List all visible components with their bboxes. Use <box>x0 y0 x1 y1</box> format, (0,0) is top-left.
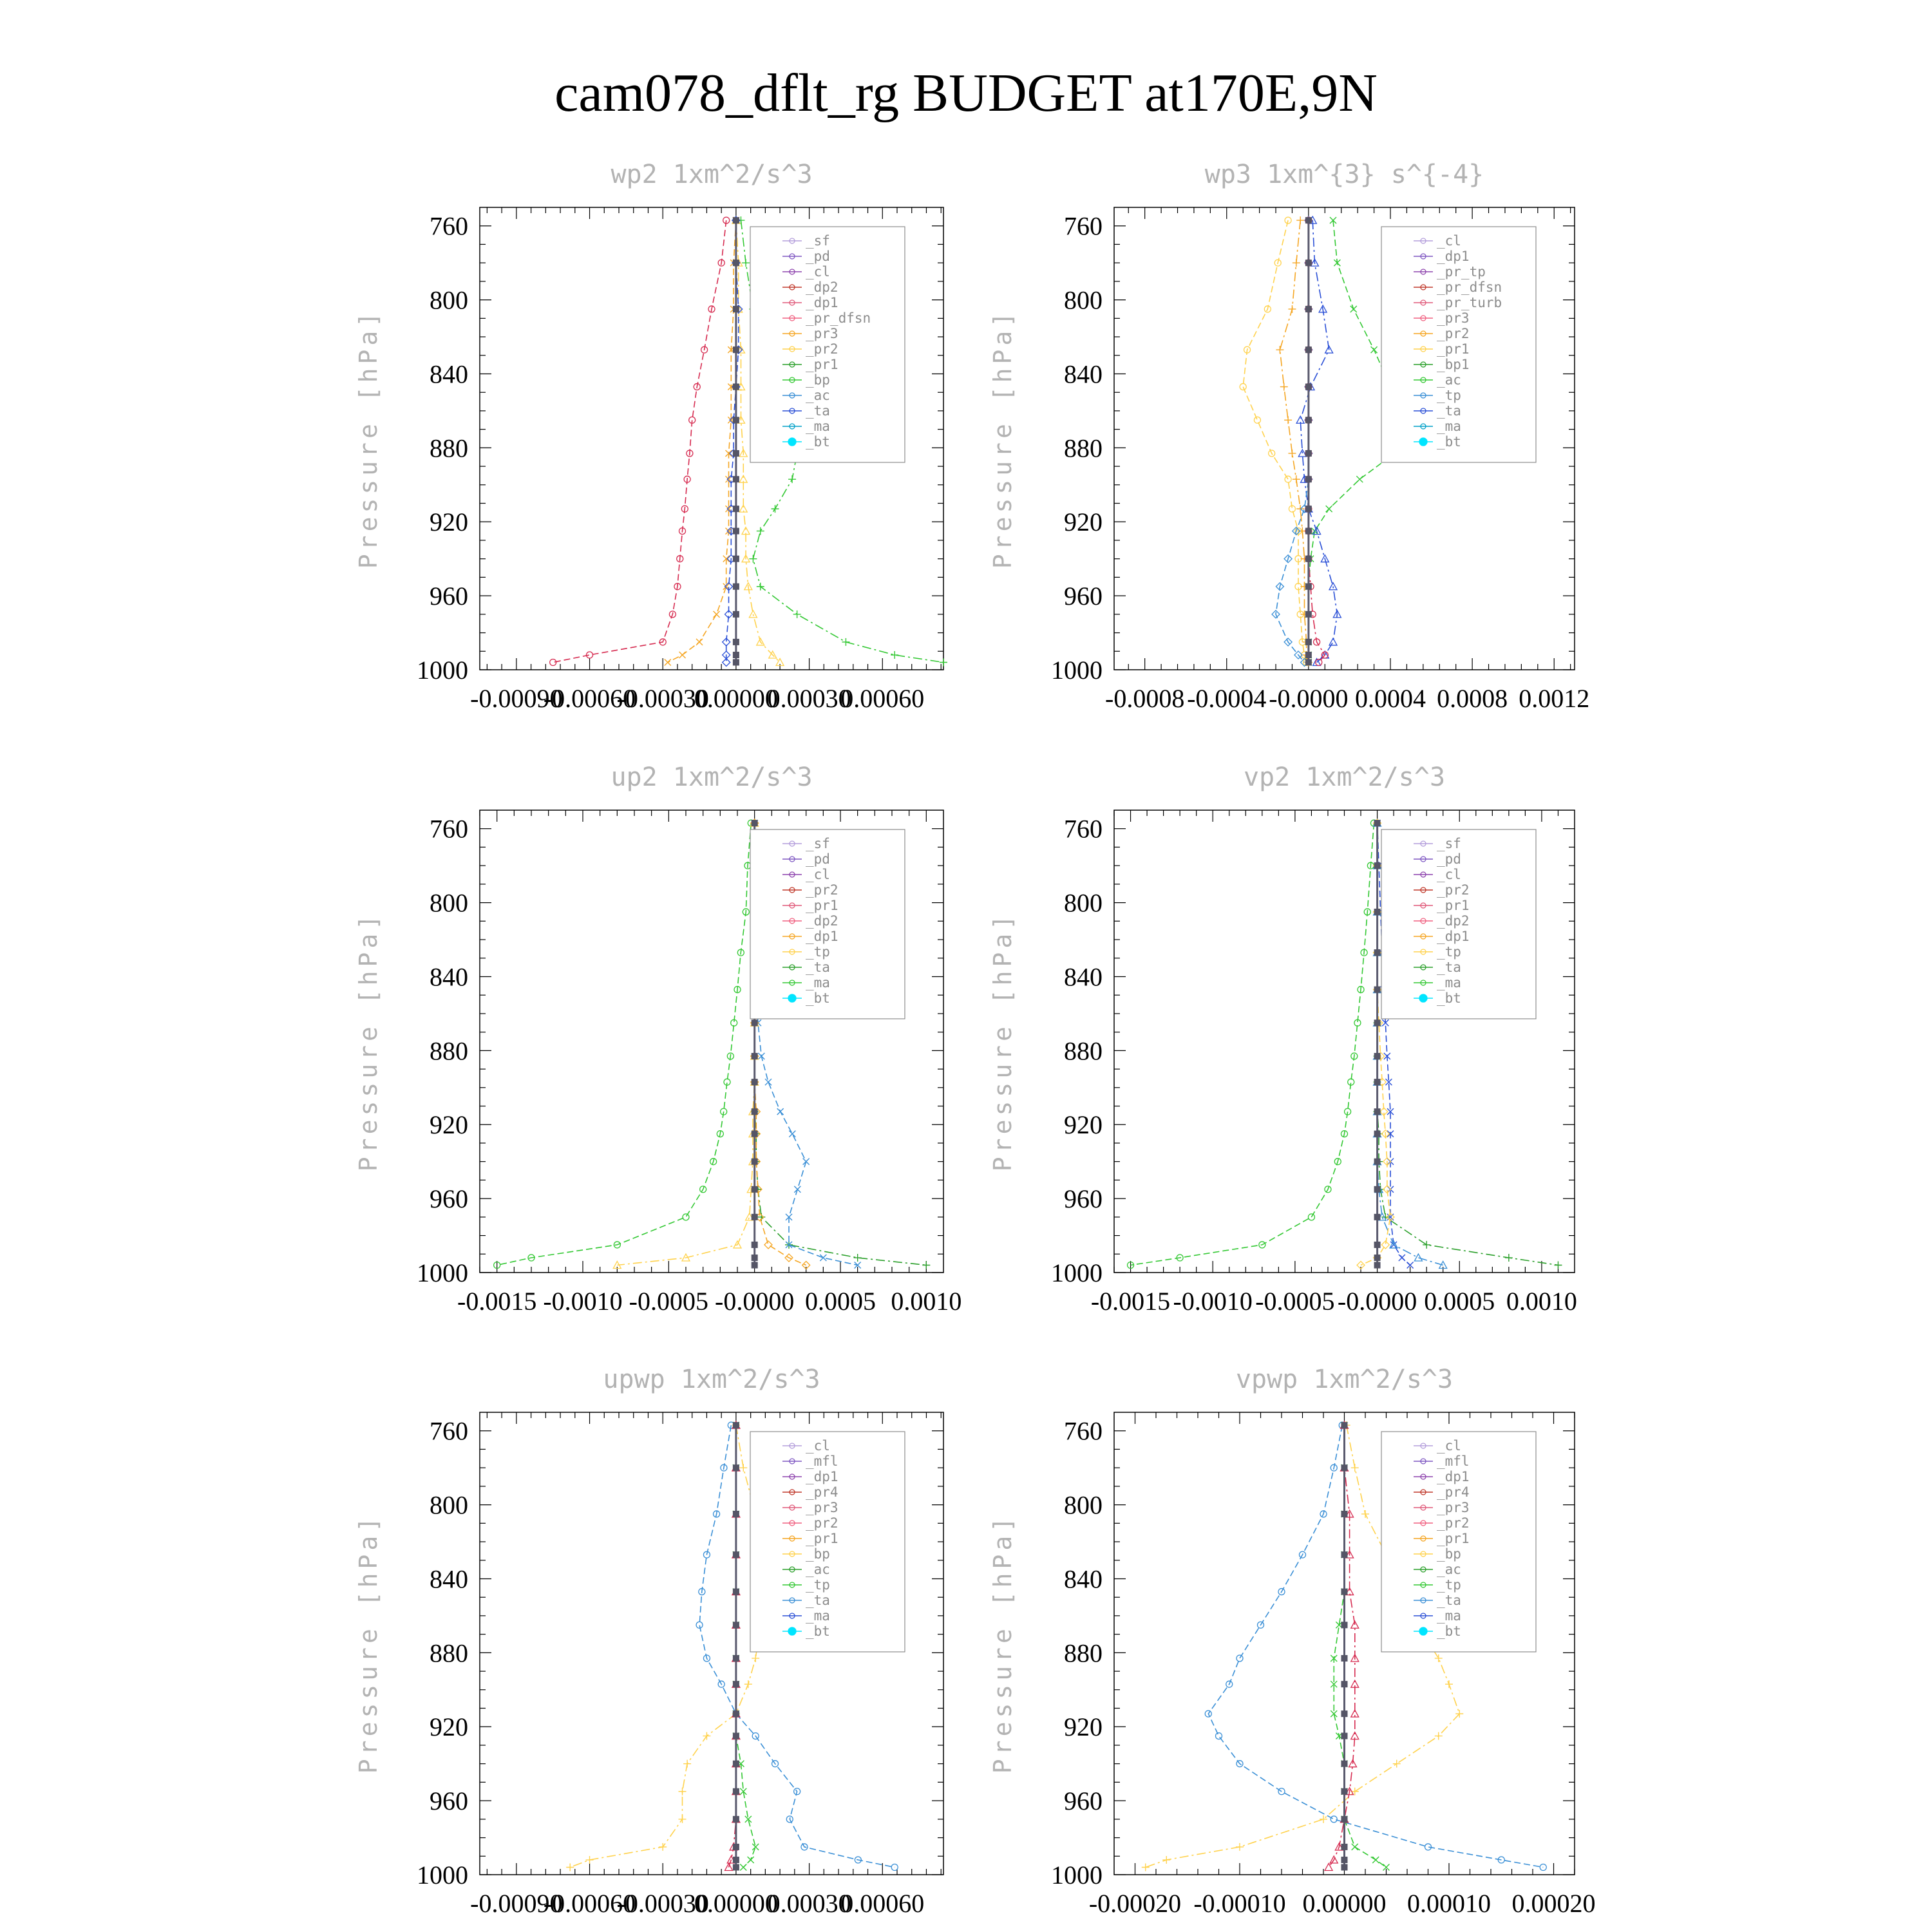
legend-label: _pr_dfsn <box>1437 279 1502 295</box>
x-tick-label: -0.0005 <box>629 1287 708 1316</box>
y-tick-label: 760 <box>1064 814 1103 844</box>
data-point <box>1341 1816 1348 1823</box>
x-tick-label: -0.0008 <box>1105 684 1185 713</box>
legend-label: _bp1 <box>1437 357 1470 372</box>
y-axis-label: Pressure [hPa] <box>989 911 1017 1172</box>
data-point <box>752 1159 758 1165</box>
data-point <box>733 1681 739 1687</box>
data-point <box>752 1019 758 1026</box>
legend <box>1381 1432 1536 1652</box>
data-point <box>733 528 739 535</box>
y-tick-label: 840 <box>1064 962 1103 992</box>
y-tick-label: 800 <box>430 1490 468 1520</box>
x-tick-label: -0.00060 <box>543 1889 636 1918</box>
data-point <box>1341 1551 1348 1558</box>
data-point <box>752 1186 758 1193</box>
y-tick-label: 760 <box>430 1416 468 1446</box>
x-tick-label: -0.00020 <box>1088 1889 1182 1918</box>
data-point <box>733 384 739 390</box>
legend-label: _tp <box>806 944 830 960</box>
legend-label: _cl <box>1437 1438 1461 1454</box>
data-point <box>733 1422 739 1428</box>
data-point <box>752 1242 758 1248</box>
data-point <box>1341 1589 1348 1595</box>
y-tick-label: 760 <box>430 814 468 844</box>
y-tick-label: 800 <box>1064 888 1103 918</box>
data-point <box>733 1788 739 1795</box>
legend-label: _ta <box>806 403 830 419</box>
data-point <box>733 476 739 482</box>
data-point <box>1374 909 1381 915</box>
data-point <box>752 1108 758 1115</box>
y-tick-label: 1000 <box>417 656 468 685</box>
x-tick-label: 0.00060 <box>840 1889 925 1918</box>
legend-label: _dp1 <box>806 929 838 944</box>
data-point <box>1341 1655 1348 1662</box>
data-point <box>733 611 739 618</box>
legend-label: _cl <box>1437 233 1461 249</box>
y-tick-label: 1000 <box>1051 656 1103 685</box>
legend-label: _bp <box>1437 1546 1461 1562</box>
data-point <box>733 583 739 590</box>
y-axis-label: Pressure [hPa] <box>989 308 1017 569</box>
data-point <box>1374 1242 1381 1248</box>
legend-label: _pr_turb <box>1437 295 1502 310</box>
legend-marker <box>1419 994 1427 1002</box>
data-point <box>1341 1788 1348 1795</box>
data-point <box>733 306 739 312</box>
legend-label: _ma <box>806 1608 830 1624</box>
data-point <box>1305 659 1312 666</box>
x-tick-label: 0.00030 <box>767 1889 851 1918</box>
data-point <box>752 1079 758 1085</box>
x-tick-label: -0.00010 <box>1193 1889 1286 1918</box>
data-point <box>733 1864 739 1871</box>
legend-label: _dp1 <box>1437 1469 1470 1484</box>
x-tick-label: -0.0004 <box>1187 684 1267 713</box>
data-point <box>733 1551 739 1558</box>
legend-label: _bt <box>806 990 830 1006</box>
data-point <box>1305 260 1312 266</box>
legend <box>1381 829 1536 1019</box>
x-tick-label: 0.0005 <box>1424 1287 1495 1316</box>
y-tick-label: 880 <box>430 1638 468 1668</box>
y-tick-label: 760 <box>1064 1416 1103 1446</box>
data-point <box>733 652 739 658</box>
data-point <box>752 820 758 826</box>
legend-label: _tp <box>806 1577 830 1593</box>
y-tick-label: 960 <box>1064 582 1103 611</box>
legend-label: _pd <box>806 851 830 867</box>
y-axis-label: Pressure [hPa] <box>354 1513 383 1774</box>
y-tick-label: 880 <box>430 1036 468 1066</box>
legend-marker <box>1419 438 1427 446</box>
x-tick-label: -0.00090 <box>470 684 563 713</box>
data-point <box>733 217 739 223</box>
y-tick-label: 840 <box>1064 1564 1103 1594</box>
y-tick-label: 760 <box>430 211 468 241</box>
legend-label: _ma <box>806 975 830 990</box>
legend-label: _tp <box>1437 388 1461 403</box>
legend-label: _pr_tp <box>1437 264 1486 279</box>
data-point <box>733 1710 739 1717</box>
data-point <box>1374 1214 1381 1220</box>
legend-label: _cl <box>806 867 830 882</box>
data-point <box>752 1214 758 1220</box>
legend-label: _ac <box>806 388 830 403</box>
data-point <box>1374 1108 1381 1115</box>
legend-label: _pr3 <box>806 1500 838 1515</box>
legend-label: _dp1 <box>806 295 838 310</box>
y-tick-label: 840 <box>1064 359 1103 389</box>
data-point <box>1305 583 1312 590</box>
data-point <box>1341 1857 1348 1863</box>
y-tick-label: 1000 <box>417 1258 468 1287</box>
legend-label: _ac <box>1437 372 1461 388</box>
data-point <box>1305 384 1312 390</box>
y-tick-label: 920 <box>1064 507 1103 537</box>
legend-label: _ta <box>1437 403 1461 419</box>
y-tick-label: 840 <box>430 1564 468 1594</box>
data-point <box>1374 1131 1381 1137</box>
legend-label: _pr1 <box>1437 898 1470 913</box>
legend-label: _pr2 <box>1437 326 1470 341</box>
legend-label: _ta <box>1437 960 1461 975</box>
legend-label: _pr2 <box>1437 882 1470 898</box>
legend-label: _pr1 <box>1437 1531 1470 1546</box>
y-tick-label: 880 <box>1064 1638 1103 1668</box>
y-tick-label: 1000 <box>417 1861 468 1889</box>
y-tick-label: 960 <box>1064 1786 1103 1816</box>
data-point <box>733 639 739 645</box>
data-point <box>1305 652 1312 658</box>
legend-label: _pr_dfsn <box>806 310 871 326</box>
data-point <box>1341 1464 1348 1471</box>
legend <box>750 829 905 1019</box>
data-point <box>1305 306 1312 312</box>
data-point <box>1305 346 1312 353</box>
legend-label: _pr2 <box>806 341 838 357</box>
data-point <box>733 659 739 666</box>
x-tick-label: 0.00060 <box>840 684 925 713</box>
data-point <box>1374 949 1381 956</box>
legend-label: _cl <box>806 264 830 279</box>
data-point <box>733 1655 739 1662</box>
legend-label: _mfl <box>806 1454 838 1469</box>
legend-label: _bt <box>1437 434 1461 450</box>
data-point <box>1305 450 1312 457</box>
y-tick-label: 960 <box>430 582 468 611</box>
legend-label: _bt <box>806 434 830 450</box>
x-tick-label: -0.00030 <box>616 1889 709 1918</box>
data-point <box>1341 1511 1348 1517</box>
legend-label: _cl <box>806 1438 830 1454</box>
y-tick-label: 880 <box>430 433 468 463</box>
legend-label: _ta <box>806 1593 830 1608</box>
x-tick-label: 0.00000 <box>694 1889 778 1918</box>
legend-label: _sf <box>806 233 830 249</box>
legend-marker <box>788 1627 796 1635</box>
legend-label: _ma <box>1437 975 1461 990</box>
legend-label: _tp <box>1437 1577 1461 1593</box>
data-point <box>1305 528 1312 535</box>
data-point <box>1341 1844 1348 1850</box>
legend-label: _dp2 <box>806 913 838 929</box>
legend-label: _ac <box>1437 1562 1461 1577</box>
y-tick-label: 960 <box>430 1786 468 1816</box>
legend-label: _ma <box>1437 419 1461 434</box>
data-point <box>733 506 739 512</box>
data-point <box>752 1262 758 1269</box>
legend-label: _pr1 <box>806 1531 838 1546</box>
x-tick-label: 0.0005 <box>805 1287 876 1316</box>
legend-label: _bp <box>806 1546 830 1562</box>
y-tick-label: 880 <box>1064 433 1103 463</box>
y-tick-label: 800 <box>1064 285 1103 315</box>
x-tick-label: 0.0008 <box>1437 684 1508 713</box>
y-tick-label: 1000 <box>1051 1861 1103 1889</box>
data-point <box>752 1131 758 1137</box>
data-point <box>1341 1733 1348 1739</box>
legend-label: _pr4 <box>1437 1484 1470 1500</box>
data-point <box>1374 1159 1381 1165</box>
legend-label: _sf <box>806 836 830 851</box>
y-tick-label: 920 <box>430 1110 468 1140</box>
y-axis-label: Pressure [hPa] <box>989 1513 1017 1774</box>
data-point <box>1305 417 1312 423</box>
legend-label: _pr3 <box>1437 1500 1470 1515</box>
y-tick-label: 920 <box>430 1712 468 1742</box>
x-tick-label: -0.00060 <box>543 684 636 713</box>
figure-title: cam078_dflt_rg BUDGET at170E,9N <box>554 63 1378 123</box>
y-axis-label: Pressure [hPa] <box>354 308 383 569</box>
panel-title: up2 1xm^2/s^3 <box>611 762 813 792</box>
data-point <box>733 1733 739 1739</box>
legend-label: _dp1 <box>1437 929 1470 944</box>
data-point <box>1341 1422 1348 1428</box>
data-point <box>1374 1079 1381 1085</box>
panel-title: vpwp 1xm^2/s^3 <box>1235 1365 1454 1394</box>
x-tick-label: -0.0010 <box>1173 1287 1253 1316</box>
legend-label: _bt <box>1437 990 1461 1006</box>
legend-label: _pr1 <box>806 357 838 372</box>
y-tick-label: 800 <box>1064 1490 1103 1520</box>
data-point <box>1341 1864 1348 1871</box>
y-tick-label: 840 <box>430 359 468 389</box>
legend-label: _bt <box>806 1624 830 1639</box>
legend-label: _dp1 <box>1437 249 1470 264</box>
x-tick-label: 0.00030 <box>767 684 851 713</box>
legend-label: _cl <box>1437 867 1461 882</box>
x-tick-label: -0.0010 <box>543 1287 623 1316</box>
data-point <box>1305 611 1312 618</box>
data-point <box>1305 476 1312 482</box>
data-point <box>1305 556 1312 562</box>
legend-label: _pr2 <box>806 882 838 898</box>
panel-title: vp2 1xm^2/s^3 <box>1243 762 1446 792</box>
panel-title: upwp 1xm^2/s^3 <box>603 1365 820 1394</box>
legend-label: _ma <box>1437 1608 1461 1624</box>
y-tick-label: 920 <box>1064 1712 1103 1742</box>
y-tick-label: 840 <box>430 962 468 992</box>
legend-label: _ma <box>806 419 830 434</box>
data-point <box>1374 1186 1381 1193</box>
y-tick-label: 920 <box>1064 1110 1103 1140</box>
data-point <box>1374 1019 1381 1026</box>
data-point <box>733 417 739 423</box>
legend-label: _pd <box>806 249 830 264</box>
legend-label: _bp <box>806 372 830 388</box>
legend <box>750 227 905 462</box>
data-point <box>1341 1761 1348 1767</box>
x-tick-label: 0.00010 <box>1407 1889 1491 1918</box>
data-point <box>733 1511 739 1517</box>
legend-marker <box>788 438 796 446</box>
y-tick-label: 880 <box>1064 1036 1103 1066</box>
legend-label: _sf <box>1437 836 1461 851</box>
y-axis-label: Pressure [hPa] <box>354 911 383 1172</box>
x-tick-label: -0.0015 <box>457 1287 537 1316</box>
x-tick-label: 0.0004 <box>1355 684 1426 713</box>
y-tick-label: 800 <box>430 285 468 315</box>
data-point <box>1374 1262 1381 1269</box>
legend-label: _pr4 <box>806 1484 838 1500</box>
y-tick-label: 960 <box>1064 1184 1103 1214</box>
legend-label: _dp2 <box>806 279 838 295</box>
y-tick-label: 960 <box>430 1184 468 1214</box>
panel-title: wp3 1xm^{3} s^{-4} <box>1204 160 1484 189</box>
legend-label: _pr1 <box>806 898 838 913</box>
x-tick-label: 0.0010 <box>891 1287 962 1316</box>
data-point <box>733 1761 739 1767</box>
x-tick-label: -0.0005 <box>1255 1287 1335 1316</box>
data-point <box>752 1255 758 1261</box>
data-point <box>733 1816 739 1823</box>
x-tick-label: 0.00000 <box>1302 1889 1387 1918</box>
legend <box>750 1432 905 1652</box>
y-tick-label: 800 <box>430 888 468 918</box>
data-point <box>733 556 739 562</box>
legend <box>1381 227 1536 462</box>
data-point <box>1305 217 1312 223</box>
legend-marker <box>1419 1627 1427 1635</box>
data-point <box>733 260 739 266</box>
x-tick-label: 0.0012 <box>1519 684 1590 713</box>
x-tick-label: -0.0000 <box>1337 1287 1417 1316</box>
legend-label: _pd <box>1437 851 1461 867</box>
data-point <box>1341 1681 1348 1687</box>
data-point <box>733 450 739 457</box>
data-point <box>733 1622 739 1628</box>
legend-label: _ac <box>806 1562 830 1577</box>
legend-label: _tp <box>1437 944 1461 960</box>
y-tick-label: 920 <box>430 507 468 537</box>
x-tick-label: 0.00000 <box>694 684 778 713</box>
data-point <box>1374 862 1381 869</box>
data-point <box>733 1857 739 1863</box>
legend-label: _pr3 <box>1437 310 1470 326</box>
legend-label: _mfl <box>1437 1454 1470 1469</box>
legend-label: _pr1 <box>1437 341 1470 357</box>
x-tick-label: -0.0000 <box>715 1287 795 1316</box>
legend-label: _bt <box>1437 1624 1461 1639</box>
legend-marker <box>788 994 796 1002</box>
x-tick-label: -0.00030 <box>616 684 709 713</box>
legend-label: _dp1 <box>806 1469 838 1484</box>
x-tick-label: -0.0000 <box>1269 684 1349 713</box>
x-tick-label: -0.00090 <box>470 1889 563 1918</box>
data-point <box>1341 1622 1348 1628</box>
panel-title: wp2 1xm^2/s^3 <box>611 160 813 189</box>
legend-label: _pr2 <box>806 1515 838 1531</box>
data-point <box>733 1464 739 1471</box>
x-tick-label: 0.0010 <box>1506 1287 1577 1316</box>
data-point <box>733 1844 739 1850</box>
x-tick-label: 0.00020 <box>1511 1889 1596 1918</box>
data-point <box>733 346 739 353</box>
data-point <box>1374 1053 1381 1059</box>
legend-label: _pr2 <box>1437 1515 1470 1531</box>
data-point <box>1374 987 1381 993</box>
data-point <box>752 1053 758 1059</box>
legend-label: _dp2 <box>1437 913 1470 929</box>
data-point <box>1341 1710 1348 1717</box>
data-point <box>1305 639 1312 645</box>
legend-label: _ta <box>806 960 830 975</box>
x-tick-label: -0.0015 <box>1090 1287 1171 1316</box>
data-point <box>1305 506 1312 512</box>
legend-label: _ta <box>1437 1593 1461 1608</box>
data-point <box>1374 820 1381 826</box>
y-tick-label: 1000 <box>1051 1258 1103 1287</box>
data-point <box>733 1589 739 1595</box>
y-tick-label: 760 <box>1064 211 1103 241</box>
legend-label: _pr3 <box>806 326 838 341</box>
data-point <box>1374 1255 1381 1261</box>
